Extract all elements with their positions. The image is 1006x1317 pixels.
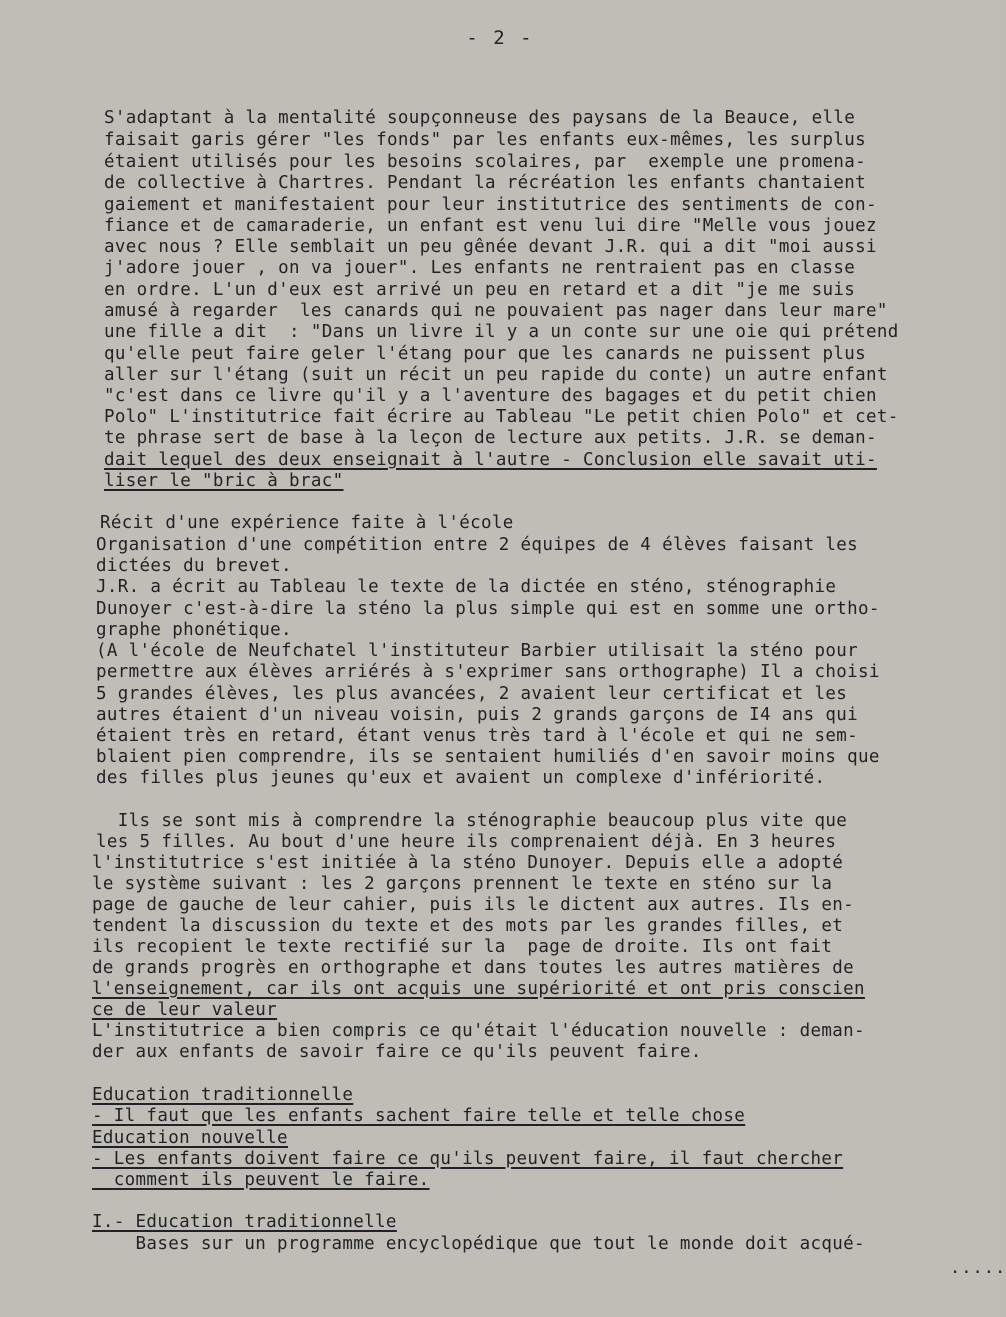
text-line: le système suivant : les 2 garçons prennent le texte en sténo sur la [92, 874, 833, 894]
text-line: les 5 filles. Au bout d'une heure ils comprenaient déjà. En 3 heures [96, 832, 837, 852]
text-line-underlined: l'enseignement, car ils ont acquis une supériorité et ont pris conscien [92, 979, 865, 999]
text-line: des filles plus jeunes qu'eux et avaient un complexe d'infériorité. [96, 768, 826, 788]
text-line: permettre aux élèves arriérés à s'exprimer sans orthographe) Il a choisi [96, 662, 880, 682]
text-line: graphe phonétique. [96, 620, 292, 640]
heading-traditional-education: Education traditionnelle [92, 1085, 354, 1105]
continuation-dots: ..... [950, 1258, 1006, 1278]
section-heading: Récit d'une expérience faite à l'école [100, 513, 514, 533]
text-line-underlined: comment ils peuvent le faire. [92, 1170, 430, 1190]
text-line: l'institutrice s'est initiée à la sténo Dunoyer. Depuis elle a adopté [92, 853, 844, 873]
text-line-underlined: - Il faut que les enfants sachent faire telle et telle chose [92, 1106, 746, 1126]
text-line: avec nous ? Elle semblait un peu gênée devant J.R. qui a dit "moi aussi [104, 237, 877, 257]
text-line: blaient pien comprendre, ils se sentaient humiliés d'en savoir moins que [96, 747, 880, 767]
text-line: en ordre. L'un d'eux est arrivé un peu en retard et a dit "je me suis [104, 280, 856, 300]
text-line: Dunoyer c'est-à-dire la sténo la plus simple qui est en somme une ortho- [96, 599, 880, 619]
text-line: der aux enfants de savoir faire ce qu'ils peuvent faire. [92, 1042, 702, 1062]
text-line: amusé à regarder les canards qui ne pouvaient pas nager dans leur mare" [104, 301, 888, 321]
text-line-underlined: - Les enfants doivent faire ce qu'ils peuvent faire, il faut chercher [92, 1149, 844, 1169]
heading-new-education: Education nouvelle [92, 1128, 288, 1148]
text-line: de collective à Chartres. Pendant la récréation les enfants chantaient [104, 173, 867, 193]
text-line-underlined: dait lequel des deux enseignait à l'autre - Conclusion elle savait uti- [104, 450, 877, 470]
text-line: ils recopient le texte rectifié sur la page de droite. Ils ont fait [92, 937, 833, 957]
text-line: "c'est dans ce livre qu'il y a l'aventure des bagages et du petit chien [104, 386, 877, 406]
text-line: fiance et de camaraderie, un enfant est venu lui dire "Melle vous jouez [104, 216, 877, 236]
text-line: étaient utilisés pour les besoins scolaires, par exemple une promena- [104, 152, 867, 172]
text-line: page de gauche de leur cahier, puis ils le dictent aux autres. Ils en- [92, 895, 855, 915]
text-line: faisait garis gérer "les fonds" par les enfants eux-mêmes, les surplus [104, 130, 867, 150]
text-line: gaiement et manifestaient pour leur institutrice des sentiments de con- [104, 195, 877, 215]
text-line: une fille a dit : "Dans un livre il y a un conte sur une oie qui prétend [104, 322, 899, 342]
text-line: étaient très en retard, étant venus très tard à l'école et qui ne sem- [96, 726, 859, 746]
text-line: Ils se sont mis à comprendre la sténographie beaucoup plus vite que [96, 811, 848, 831]
text-line-underlined: liser le "bric à brac" [104, 471, 344, 491]
text-line: Bases sur un programme encyclopédique que tout le monde doit acqué- [92, 1234, 865, 1254]
text-line: j'adore jouer , on va jouer". Les enfants ne rentraient pas en classe [104, 258, 856, 278]
page-number: - 2 - [466, 27, 534, 49]
text-line: S'adaptant à la mentalité soupçonneuse des paysans de la Beauce, elle [104, 108, 856, 128]
text-line: de grands progrès en orthographe et dans toutes les autres matières de [92, 958, 855, 978]
text-line: qu'elle peut faire geler l'étang pour que les canards ne puissent plus [104, 344, 867, 364]
text-line-underlined: ce de leur valeur [92, 1000, 278, 1020]
text-line: L'institutrice a bien compris ce qu'était l'éducation nouvelle : deman- [92, 1021, 865, 1041]
text-line: J.R. a écrit au Tableau le texte de la dictée en sténo, sténographie [96, 577, 837, 597]
text-line: aller sur l'étang (suit un récit un peu rapide du conte) un autre enfant [104, 365, 888, 385]
text-line: (A l'école de Neufchatel l'instituteur Barbier utilisait la sténo pour [96, 641, 859, 661]
section-i-heading: I.- Education traditionnelle [92, 1212, 397, 1232]
text-line: tendent la discussion du texte et des mots par les grandes filles, et [92, 916, 844, 936]
text-line: Organisation d'une compétition entre 2 équipes de 4 élèves faisant les [96, 535, 859, 555]
text-line: dictées du brevet. [96, 556, 292, 576]
text-line: 5 grandes élèves, les plus avancées, 2 avaient leur certificat et les [96, 684, 848, 704]
text-line: autres étaient d'un niveau voisin, puis 2 grands garçons de I4 ans qui [96, 705, 859, 725]
text-line: te phrase sert de base à la leçon de lecture aux petits. J.R. se deman- [104, 428, 877, 448]
text-line: Polo" L'institutrice fait écrire au Tableau "Le petit chien Polo" et cet- [104, 407, 899, 427]
